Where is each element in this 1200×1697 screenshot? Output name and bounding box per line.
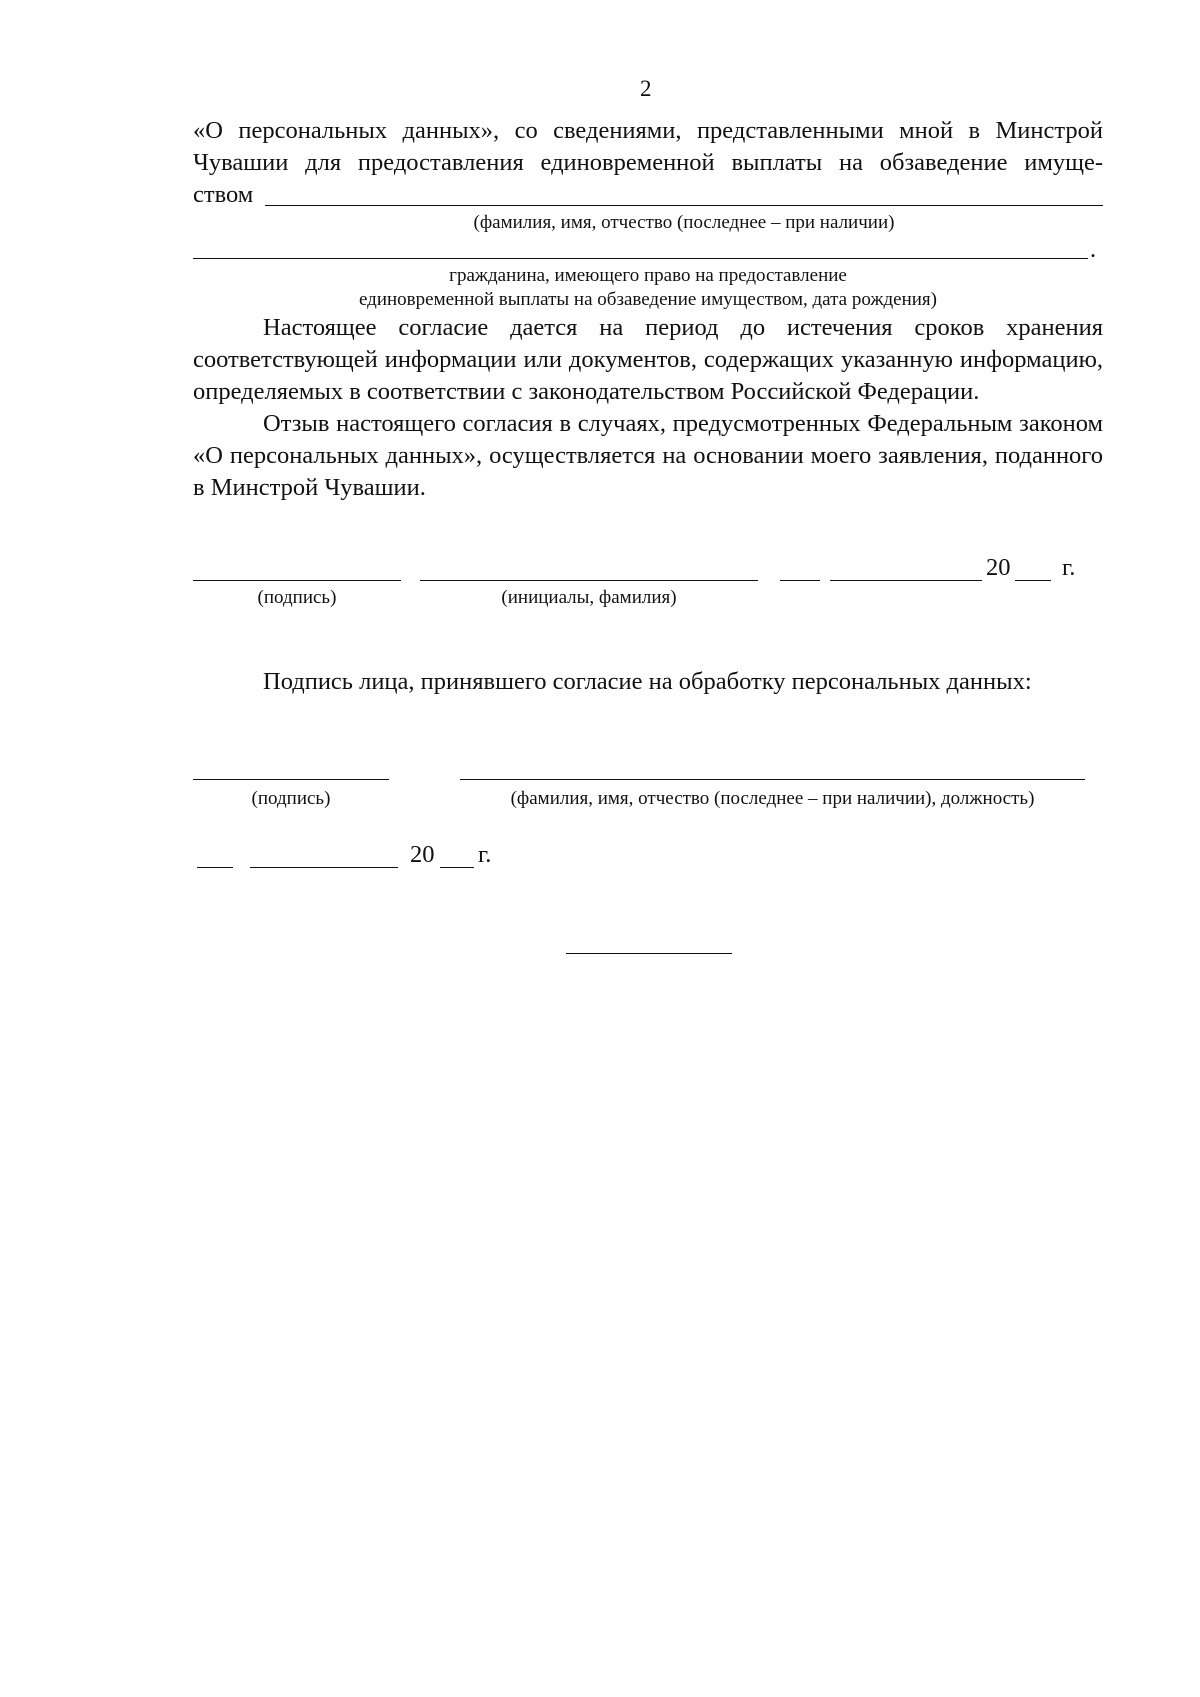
signature-line[interactable] (193, 580, 401, 581)
year-suffix: г. (1062, 554, 1076, 581)
caption-acceptor-fio-position: (фамилия, имя, отчество (последнее – при наличии), должность) (510, 788, 1035, 809)
caption-fio: (фамилия, имя, отчество (последнее – при наличии) (473, 212, 895, 233)
paragraph-1-line-1: «О персональных данных», со сведениями, представленными мной в Минстрой (193, 117, 1103, 144)
caption-acceptor-signature: (подпись) (251, 788, 331, 809)
fio-input-line[interactable] (265, 205, 1103, 206)
acceptor-fio-position-line[interactable] (460, 779, 1085, 780)
line-end-period: . (1090, 236, 1097, 263)
citizen-info-input-line[interactable] (193, 258, 1088, 259)
paragraph-1-line-3-prefix: ством (193, 181, 254, 208)
year-prefix: 20 (986, 554, 1011, 581)
caption-signature: (подпись) (257, 587, 337, 608)
acceptor-month-line[interactable] (250, 867, 398, 868)
caption-initials: (инициалы, фамилия) (501, 587, 677, 608)
year-line[interactable] (1015, 580, 1051, 581)
paragraph-validity-period: Настоящее согласие дается на период до истечения сроков хранения соответствующей информации или документов, содержащих указанную информацию, определяемых в соответствии с законодательством Российской Федерации. (193, 314, 1103, 405)
acceptor-signature-line[interactable] (193, 779, 389, 780)
acceptor-year-prefix: 20 (410, 841, 435, 868)
acceptor-day-line[interactable] (197, 867, 233, 868)
day-line[interactable] (780, 580, 820, 581)
acceptor-year-line[interactable] (440, 867, 474, 868)
month-line[interactable] (830, 580, 982, 581)
paragraph-revocation: Отзыв настоящего согласия в случаях, предусмотренных Федеральным законом «О персональных данных», осуществляется на основании моего заявления, поданного в Минстрой Чувашии. (193, 410, 1103, 501)
paragraph-1-line-2: Чувашии для предоставления единовременной выплаты на обзаведение имуще- (193, 149, 1103, 176)
acceptor-heading: Подпись лица, принявшего согласие на обработку персональных данных: (263, 668, 1032, 695)
initials-surname-line[interactable] (420, 580, 758, 581)
acceptor-year-suffix: г. (478, 841, 492, 868)
caption-citizen-line-1: гражданина, имеющего право на предоставление (449, 265, 847, 286)
caption-citizen-line-2: единовременной выплаты на обзаведение имуществом, дата рождения) (358, 289, 937, 310)
page-number: 2 (640, 76, 652, 101)
closing-divider (566, 953, 732, 954)
